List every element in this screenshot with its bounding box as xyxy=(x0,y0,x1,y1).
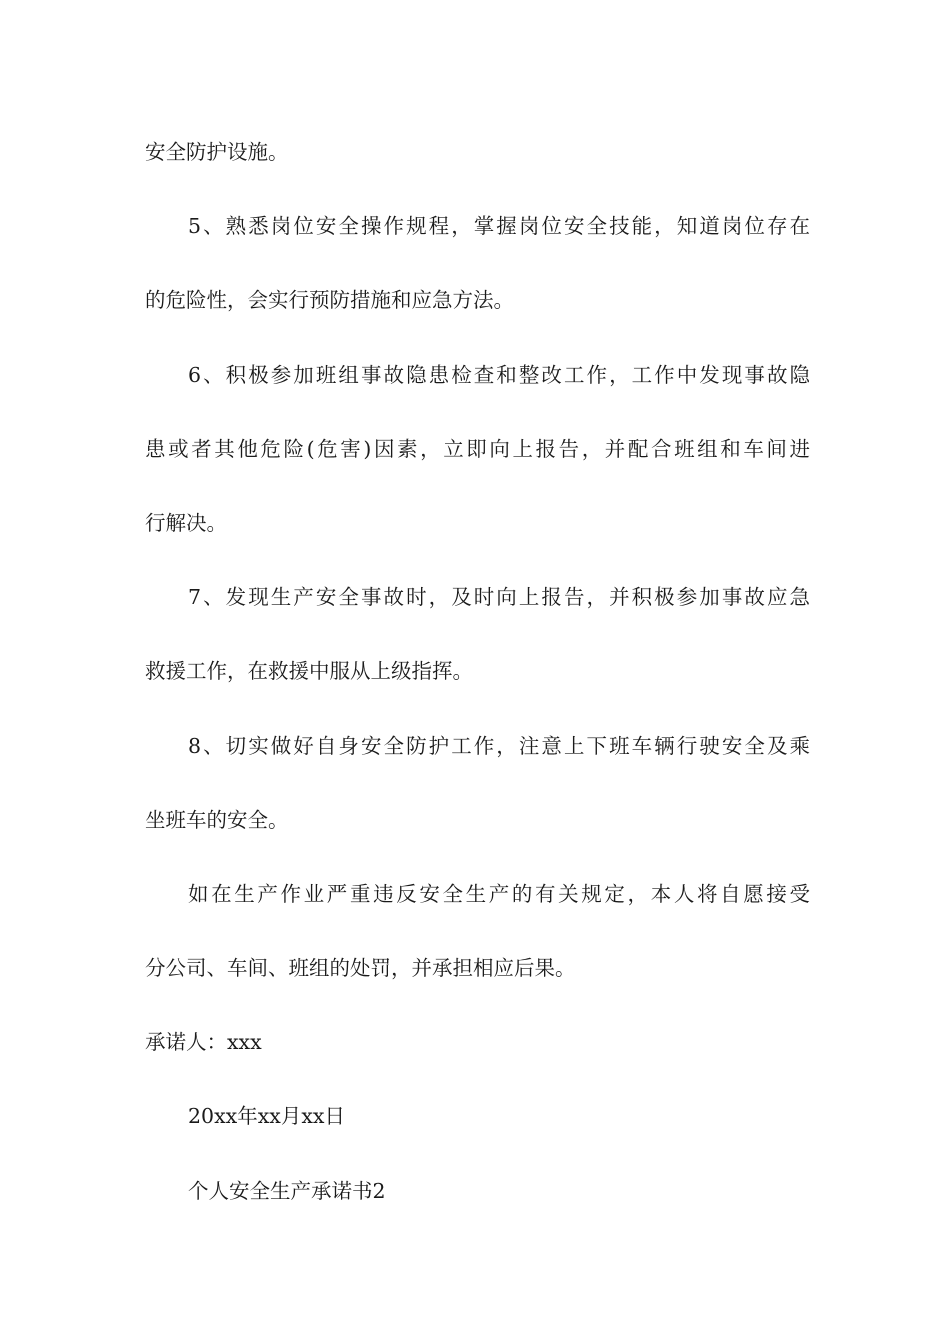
paragraph-line-item-6: 6、积极参加班组事故隐患检查和整改工作，工作中发现事故隐 xyxy=(188,362,810,387)
paragraph-line-consequence-cont: 分公司、车间、班组的处罚，并承担相应后果。 xyxy=(145,956,576,981)
paragraph-line-item-5-cont: 的危险性，会实行预防措施和应急方法。 xyxy=(145,288,514,313)
paragraph-line-item-7-cont: 救援工作，在救援中服从上级指挥。 xyxy=(145,659,473,684)
next-section-title: 个人安全生产承诺书2 xyxy=(188,1178,386,1203)
paragraph-line-consequence: 如在生产作业严重违反安全生产的有关规定，本人将自愿接受 xyxy=(188,881,810,906)
document-body xyxy=(145,134,810,1247)
signatory-line: 承诺人：xxx xyxy=(145,1030,262,1055)
paragraph-line-item-8: 8、切实做好自身安全防护工作，注意上下班车辆行驶安全及乘 xyxy=(188,733,810,758)
paragraph-line-continuation: 安全防护设施。 xyxy=(145,140,289,164)
date-line: 20xx年xx月xx日 xyxy=(188,1104,345,1129)
paragraph-line-item-8-cont: 坐班车的安全。 xyxy=(145,807,289,832)
paragraph-line-item-6-cont: 患或者其他危险(危害)因素，立即向上报告，并配合班组和车间进 xyxy=(145,436,810,461)
paragraph-line-item-7: 7、发现生产安全事故时，及时向上报告，并积极参加事故应急 xyxy=(188,585,810,610)
paragraph-line-item-6-end: 行解决。 xyxy=(145,510,227,535)
paragraph-line-item-5: 5、熟悉岗位安全操作规程，掌握岗位安全技能，知道岗位存在 xyxy=(188,214,810,239)
